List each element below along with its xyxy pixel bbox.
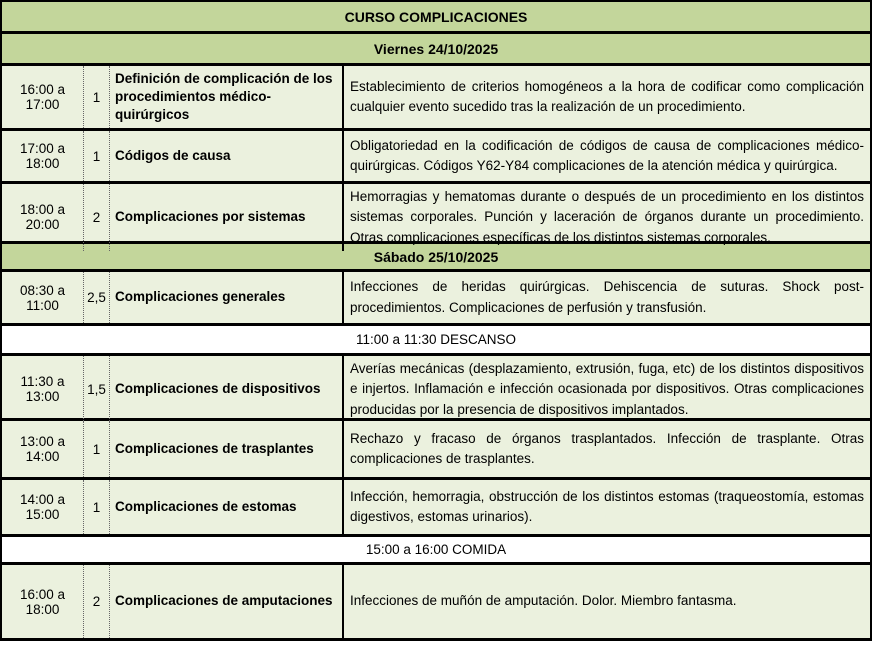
description-cell: [344, 565, 870, 638]
break-label: 11:00 a 11:30 DESCANSO: [355, 332, 517, 347]
description-text: Obligatoriedad en la codificación de códigos de causa de complicaciones médico-quirúrgicas. Códigos Y62-Y84 complicaciones de la atención médica y quirúrgica.: [350, 137, 864, 173]
description-text: Establecimiento de criterios homogéneos a la hora de codificar como complicación cualquier evento sucedido tras la realización de un procedimiento.: [350, 78, 864, 114]
topic-cell: Definición de complicación de los procedimientos médico-quirúrgicos: [110, 66, 344, 128]
description-cell: [344, 184, 870, 251]
topic-cell: Complicaciones de dispositivos: [110, 356, 344, 423]
hours-cell: 2: [84, 565, 110, 638]
time-cell: 13:00 a 14:00: [2, 421, 84, 477]
description-text: Infecciones de muñón de amputación. Dolor. Miembro fantasma.: [350, 593, 737, 609]
time-cell: 18:00 a 20:00: [2, 184, 84, 251]
description-text: Infección, hemorragia, obstrucción de los distintos estomas (traqueostomía, estomas digestivos, estomas urinarios).: [350, 488, 864, 524]
day-header-label: Sábado 25/10/2025: [373, 248, 499, 265]
description-cell: [344, 480, 870, 534]
time-cell: 16:00 a 18:00: [2, 565, 84, 638]
hours-cell: 1: [84, 421, 110, 477]
hours-cell: 1: [84, 66, 110, 128]
hours-cell: 1,5: [84, 356, 110, 423]
course-title: CURSO COMPLICACIONES: [344, 8, 528, 25]
time-cell: 14:00 a 15:00: [2, 480, 84, 534]
course-title-band: [2, 2, 870, 34]
topic-cell: Complicaciones generales: [110, 272, 344, 323]
description-cell: [344, 272, 870, 323]
time-cell: 08:30 a 11:00: [2, 272, 84, 323]
session-row: [2, 66, 870, 131]
description-cell: [344, 421, 870, 477]
topic-cell: Complicaciones de trasplantes: [110, 421, 344, 477]
time-cell: 16:00 a 17:00: [2, 66, 84, 128]
session-row: [2, 565, 870, 641]
session-row: [2, 131, 870, 184]
topic-cell: Complicaciones de estomas: [110, 480, 344, 534]
break-row-comida: [2, 537, 870, 565]
day-header-label: Viernes 24/10/2025: [373, 40, 499, 57]
hours-cell: 2,5: [84, 272, 110, 323]
hours-cell: 2: [84, 184, 110, 251]
break-row-descanso: [2, 326, 870, 356]
description-text: Rechazo y fracaso de órganos trasplantados. Infección de trasplante. Otras complicaciones de trasplantes.: [350, 430, 864, 466]
session-row: [2, 421, 870, 480]
topic-cell: Complicaciones de amputaciones: [110, 565, 344, 638]
topic-cell: Complicaciones por sistemas: [110, 184, 344, 251]
session-row: [2, 480, 870, 537]
time-cell: 11:30 a 13:00: [2, 356, 84, 423]
topic-cell: Códigos de causa: [110, 131, 344, 181]
description-cell: [344, 66, 870, 128]
break-label: 15:00 a 16:00 COMIDA: [365, 542, 507, 557]
time-cell: 17:00 a 18:00: [2, 131, 84, 181]
description-cell: [344, 356, 870, 423]
description-text: Averías mecánicas (desplazamiento, extrusión, fuga, etc) de los distintos dispositivos e injertos. Inflamación e infección ocasionada por dispositivos. Otras complicaciones producidas por la presencia de dispositivos implantados.: [350, 361, 864, 417]
session-row: [2, 272, 870, 326]
session-row: [2, 184, 870, 244]
description-text: Hemorragias y hematomas durante o después de un procedimiento en los distintos sistemas corporales. Punción y laceración de órganos durante un procedimiento. Otras complicaciones específicas de los distintos sistemas corporales.: [350, 189, 864, 245]
hours-cell: 1: [84, 131, 110, 181]
session-row: [2, 356, 870, 421]
day-header-friday: [2, 34, 870, 66]
description-cell: [344, 131, 870, 181]
description-text: Infecciones de heridas quirúrgicas. Dehiscencia de suturas. Shock post-procedimientos. Complicaciones de perfusión y transfusión.: [350, 279, 864, 315]
hours-cell: 1: [84, 480, 110, 534]
